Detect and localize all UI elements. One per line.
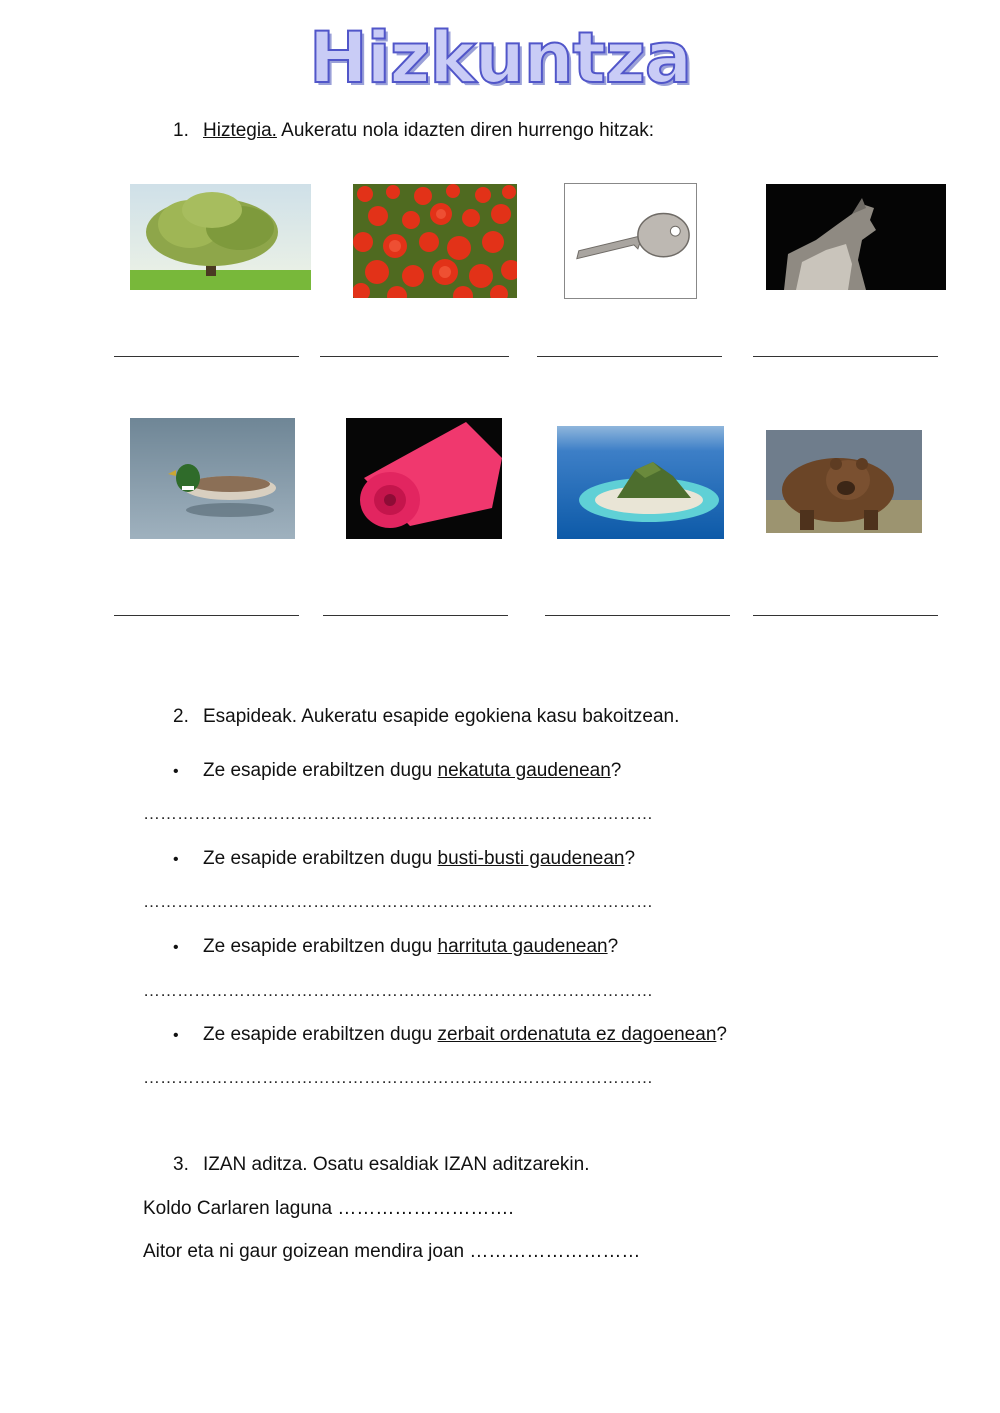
section-2-title: Esapideak. Aukeratu esapide egokiena kasu bakoitzean. [203, 706, 680, 727]
answer-blank-2[interactable] [320, 356, 509, 357]
answer-blank-4[interactable] [753, 356, 938, 357]
question-3-suffix: ? [607, 936, 619, 957]
section-3-number: 3. [173, 1154, 189, 1175]
wolf-image [766, 184, 946, 290]
answer-blank-7[interactable] [545, 615, 730, 616]
answer-blank-8[interactable] [753, 615, 938, 616]
question-1-keyword: nekatuta gaudenean [437, 760, 611, 781]
tree-image [130, 184, 311, 290]
answer-blank-3[interactable] [537, 356, 722, 357]
section-2-heading [173, 705, 679, 729]
answer-blank-6[interactable] [323, 615, 508, 616]
section-3-title: IZAN aditza. Osatu esaldiak IZAN aditzarekin. [203, 1154, 590, 1175]
answer-line-1[interactable]: ……………………………………………………………………………… [143, 804, 653, 823]
pink-fabric-roll-image [346, 418, 502, 539]
question-1-suffix: ? [610, 760, 622, 781]
section-1-instruction: Aukeratu nola idazten diren hurrengo hitzak: [276, 120, 654, 141]
section-2-number: 2. [173, 706, 189, 727]
question-2 [173, 847, 635, 872]
question-4 [173, 1023, 727, 1048]
question-4-suffix: ? [716, 1024, 727, 1045]
poppies-image [353, 184, 517, 298]
section-1-number: 1. [173, 120, 189, 141]
key-image [564, 183, 697, 299]
answer-line-4[interactable]: ……………………………………………………………………………… [143, 1068, 653, 1087]
question-2-keyword: busti-busti gaudenean [437, 848, 625, 869]
section-1-heading [173, 119, 654, 143]
bullet-icon: • [173, 939, 179, 956]
question-4-prefix: Ze esapide erabiltzen dugu [203, 1024, 438, 1045]
answer-blank-1[interactable] [114, 356, 299, 357]
bullet-icon: • [173, 1027, 179, 1044]
question-1-prefix: Ze esapide erabiltzen dugu [203, 760, 438, 781]
section-1-title: Hiztegia. [203, 120, 277, 141]
bear-image [766, 430, 922, 533]
bullet-icon: • [173, 763, 179, 780]
sentence-2[interactable]: Aitor eta ni gaur goizean mendira joan ……………………… [143, 1241, 641, 1262]
island-image [557, 426, 724, 539]
bullet-icon: • [173, 851, 179, 868]
duck-image [130, 418, 295, 539]
question-2-suffix: ? [624, 848, 636, 869]
section-3-heading [173, 1153, 590, 1177]
question-2-prefix: Ze esapide erabiltzen dugu [203, 848, 438, 869]
question-3-prefix: Ze esapide erabiltzen dugu [203, 936, 438, 957]
answer-blank-5[interactable] [114, 615, 299, 616]
sentence-1[interactable]: Koldo Carlaren laguna ………………………. [143, 1198, 514, 1219]
answer-line-2[interactable]: ……………………………………………………………………………… [143, 892, 653, 911]
question-3-keyword: harrituta gaudenean [437, 936, 608, 957]
answer-line-3[interactable]: ……………………………………………………………………………… [143, 981, 653, 1000]
question-4-keyword: zerbait ordenatuta ez dagoenean [437, 1024, 717, 1045]
question-1 [173, 759, 621, 784]
worksheet-title: Hizkuntza [309, 17, 691, 99]
question-3 [173, 935, 618, 960]
